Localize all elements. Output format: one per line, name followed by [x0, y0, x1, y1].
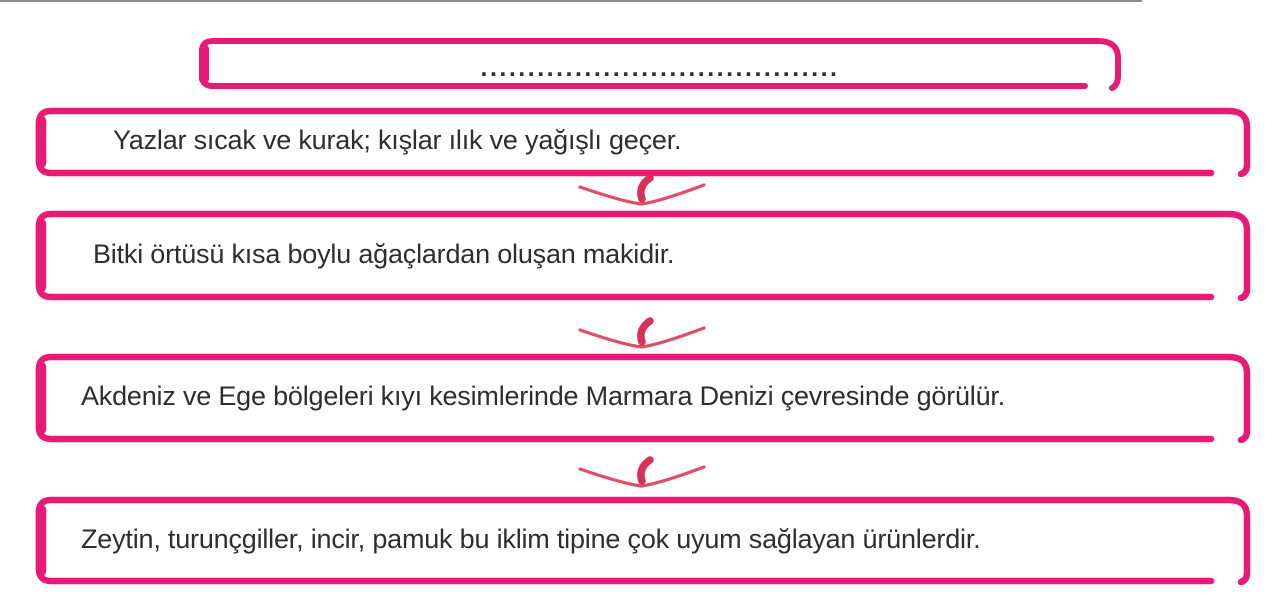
- step-box-2: [33, 208, 1253, 301]
- step-text-1: Yazlar sıcak ve kurak; kışlar ılık ve yağışlı geçer.: [113, 124, 682, 155]
- step-text-2: Bitki örtüsü kısa boylu ağaçlardan oluşan makidir.: [93, 238, 675, 269]
- step-box-1: [33, 105, 1253, 177]
- step-text-3: Akdeniz ve Ege bölgeleri kıyı kesimlerinde Marmara Denizi çevresinde görülür.: [81, 380, 1006, 411]
- title-blank-dots: ......................................: [480, 54, 840, 82]
- page-top-divider: [0, 0, 1142, 2]
- title-box: [197, 36, 1123, 91]
- step-box-4: [33, 494, 1253, 585]
- down-arrow-icon: [572, 317, 712, 353]
- step-text-4: Zeytin, turunçgiller, incir, pamuk bu iklim tipine çok uyum sağlayan ürünlerdir.: [81, 523, 981, 554]
- down-arrow-icon: [572, 456, 712, 492]
- step-box-3: [33, 351, 1253, 443]
- down-arrow-icon: [572, 174, 712, 210]
